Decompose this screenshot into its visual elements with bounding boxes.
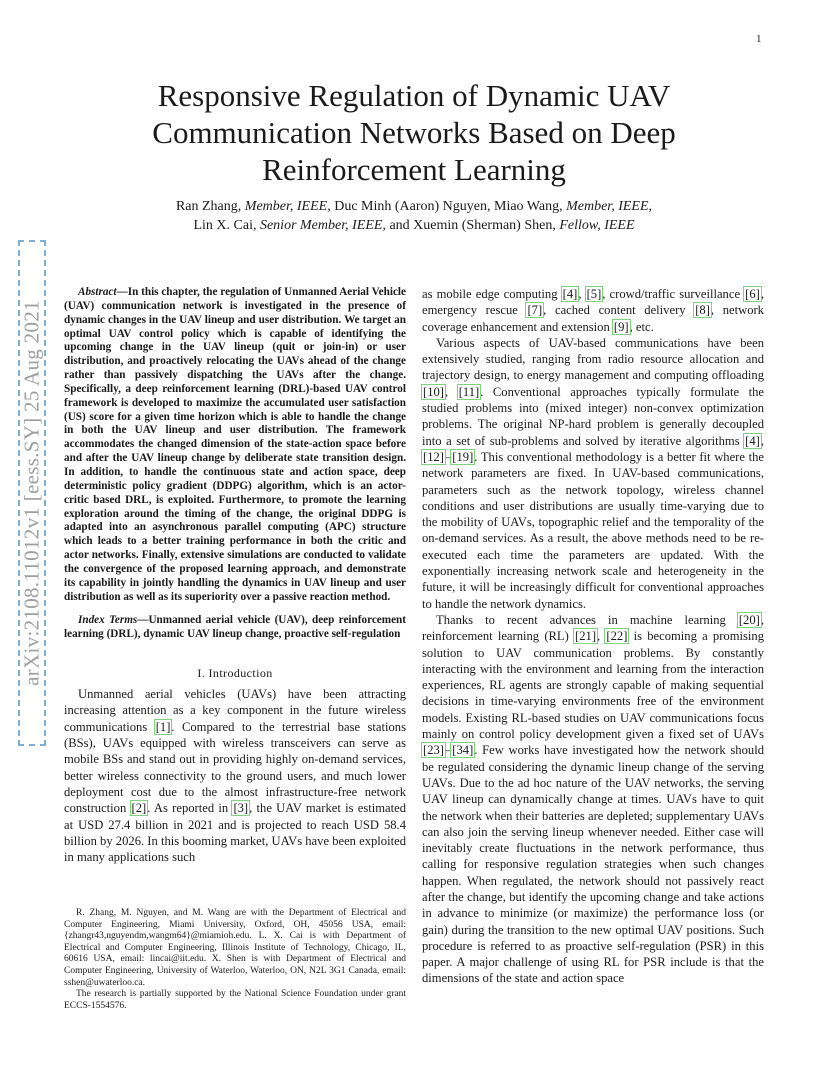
author-name: Duc Minh (Aaron) Nguyen, Miao Wang, [334, 199, 563, 214]
abstract-text: —In this chapter, the regulation of Unmanned Aerial Vehicle (UAV) communication network is investigated in the presence of dynamic changes in the UAV lineup and user distribution. We target an optimal UAV control policy which is capable of identifying the upcoming change in the UAV lineup (quit or join-in) or user distribution, and proactively relocating the UAVs ahead of the change rather than passively dispatching the UAVs after the change. Specifically, a deep reinforcement learning (DRL)-based UAV control framework is developed to maximize the accumulated user satisfaction (US) score for a given time horizon which is able to handle the change in both the UAV lineup and user distribution. The framework accommodates the changed dimension of the state-action space before and after the UAV lineup change by deliberate state transition design. In addition, to handle the continuous state and action space, deep deterministic policy gradient (DDPG) algorithm, which is an actor-critic based DRL, is exploited. Furthermore, to promote the learning exploration around the timing of the change, the original DDPG is adapted into an asynchronous parallel computing (APC) structure which leads to a better training performance in both the critic and actor networks. Finally, extensive simulations are conducted to validate the convergence of the proposed learning approach, and demonstrate its capability in jointly handling the dynamics in UAV lineup and user distribution as well as its superiority over a passive reaction method. [64, 286, 406, 603]
right-column [422, 286, 764, 987]
citation-link[interactable]: [4] [562, 287, 578, 301]
body-paragraph [422, 612, 764, 987]
citation-link[interactable]: [23] [423, 743, 444, 758]
author-affiliation-grade: Fellow, IEEE [559, 218, 635, 233]
paragraph-text: , [578, 287, 586, 301]
citation-link[interactable]: [1] [155, 719, 171, 734]
paragraph-text: Various aspects of UAV-based communications have been extensively studied, ranging from radio resource allocation and trajectory design, to energy management and computing offloading [422, 335, 764, 383]
arxiv-identifier: arXiv:2108.11012v1 [eess.SY] 25 Aug 2021 [19, 300, 44, 686]
paragraph-text: , crowd/traffic surveillance [602, 287, 745, 301]
paragraph-text: . Conventional approaches typically formulate the studied problems into (mixed integer) non-convex optimization problems. The original NP-hard problem is generally decoupled into a set of sub-problems and solved by iterative algorithms [422, 384, 765, 448]
paragraph-text: , etc. [629, 319, 654, 334]
paragraph-text: Unmanned aerial vehicles (UAVs) have been attracting increasing attention as a key component in the future wireless communications [64, 687, 406, 734]
paragraph-text: , emergency rescue [422, 287, 765, 318]
body-paragraph [422, 335, 764, 612]
citation-link[interactable]: [3] [233, 801, 249, 816]
citation-link[interactable]: [20] [738, 612, 760, 627]
author-name: and Xuemin (Sherman) Shen, [389, 218, 556, 233]
citation-link[interactable]: [19] [452, 449, 474, 464]
footnotes [64, 908, 406, 1012]
index-terms-text: —Unmanned aerial vehicle (UAV), deep reinforcement learning (DRL), dynamic UAV lineup change, proactive self-regulation [64, 614, 406, 641]
page-number: 1 [756, 33, 762, 45]
citation-link[interactable]: [9] [613, 319, 629, 334]
paper-title: Responsive Regulation of Dynamic UAV Communication Networks Based on Deep Reinforcement Learning [152, 78, 676, 187]
citation-link[interactable]: [22] [606, 629, 628, 644]
paragraph-text: is becoming a promising solution to UAV communication problems. By constantly interacting with the environment and learning from the interaction experiences, RL agents are strongly capable of making sequential decisions in time-varying environments free of the environment models. Existing RL-based studies on UAV communications focus mainly on control policy development given a fixed set of UAVs [422, 629, 765, 742]
citation-link[interactable]: [21] [575, 629, 597, 644]
author-name: Ran Zhang, [175, 199, 242, 214]
section-heading: I. Introduction [197, 666, 273, 681]
paragraph-text: , [597, 629, 606, 644]
author-affiliation-grade: Member, IEEE, [566, 199, 653, 214]
author-name: Lin X. Cai, [193, 218, 257, 233]
left-column [64, 286, 406, 865]
affiliation-footnote: R. Zhang, M. Nguyen, and M. Wang are with the Department of Electrical and Computer Engineering, Miami University, Oxford, OH, 45056 USA, email: {zhangr43,nguyendm,wangm64}@miamioh.edu. L. X. Cai is with Department of Electrical and Computer Engineering, Illinois Institute of Technology, Chicago, IL, 60616 USA, email: lincai@iit.edu. X. Shen is with Department of Electrical and Computer Engineering, University of Waterloo, Waterloo, ON, N2L 3G1 Canada, email: sshen@uwaterloo.ca. [64, 908, 406, 988]
paragraph-text: . As reported in [147, 801, 233, 816]
paragraph-text: . Few works have investigated how the network should be regulated considering the dynamic lineup change of the serving UAVs. Due to the ad hoc nature of the UAV networks, the serving UAV lineup can dynamically change at times. UAVs have to quit the network when their batteries are depleted; supplementary UAVs can also join the serving lineup whenever needed. Either case will inevitably create fluctuations in the network performance, thus calling for responsive regulation strategies when such changes happen. When regulated, the network should not passively react after the change, but identify the upcoming change and take actions in advance to minimize (or maximize) the performance loss (or gain) during the transition to the new optimal UAV positions. Such procedure is referred to as proactive self-regulation (PSR) in this paper. A major challenge of using RL for PSR include is that the dimensions of the state and action space [422, 743, 764, 986]
author-affiliation-grade: Member, IEEE, [244, 199, 331, 214]
citation-link[interactable]: [4] [745, 433, 760, 448]
citation-link[interactable]: [5] [586, 287, 602, 301]
index-terms-label: Index Terms [78, 614, 138, 627]
citation-link[interactable]: [12] [423, 449, 444, 464]
paragraph-text: . Compared to the terrestrial base stations (BSs), UAVs equipped with wireless transceivers can serve as mobile BSs and stand out in providing highly on-demand services, better wireless connectivity to the ground users, and much lower deployment cost due to the almost infrastructure-free network construction [64, 719, 406, 816]
body-paragraph [422, 286, 764, 335]
citation-link[interactable]: [2] [131, 801, 147, 816]
paragraph-text: Thanks to recent advances in machine learning [436, 612, 738, 627]
paragraph-text: , the UAV market is estimated at USD 27.4 billion in 2021 and is projected to reach USD 58.4 billion by 2026. In this booming market, UAVs have been exploited in many applications such [64, 801, 406, 865]
author-affiliation-grade: Senior Member, IEEE, [259, 218, 386, 233]
citation-link[interactable]: [8] [695, 303, 710, 318]
citation-link[interactable]: [34] [452, 743, 474, 758]
author-list [100, 197, 728, 235]
paragraph-text: , cached content delivery [543, 303, 695, 318]
paragraph-text: , [444, 384, 458, 399]
funding-footnote: The research is partially supported by the National Science Foundation under grant ECCS-1554576. [64, 989, 406, 1011]
abstract [64, 286, 406, 604]
citation-link[interactable]: [7] [527, 303, 543, 318]
paragraph-text: . This conventional methodology is a better fit where the network parameters are fixed. In UAV-based communications, parameters such as the network topology, wireless channel conditions and user distributions are usually time-varying due to the mobility of UAVs, topographic relief and the temporality of the on-demand services. As a result, the above methods need to be re-executed each time the parameters are updated. With the exponentially increasing network scale and heterogeneity in the future, it will be increasingly difficult for conventional approaches to handle the network dynamics. [422, 449, 764, 611]
paragraph-text: – [444, 743, 452, 758]
citation-link[interactable]: [10] [423, 384, 444, 399]
index-terms [64, 614, 406, 642]
paragraph-text: – [444, 449, 452, 464]
citation-link[interactable]: [11] [458, 384, 480, 399]
paragraph-text: , [760, 433, 764, 448]
abstract-label: Abstract [78, 286, 117, 298]
arxiv-stamp[interactable] [18, 240, 46, 746]
intro-paragraph [64, 686, 406, 865]
paragraph-text: , reinforcement learning (RL) [422, 612, 764, 644]
paragraph-text: as mobile edge computing [422, 287, 562, 301]
citation-link[interactable]: [6] [745, 287, 760, 301]
paragraph-text: , network coverage enhancement and extension [422, 303, 764, 334]
